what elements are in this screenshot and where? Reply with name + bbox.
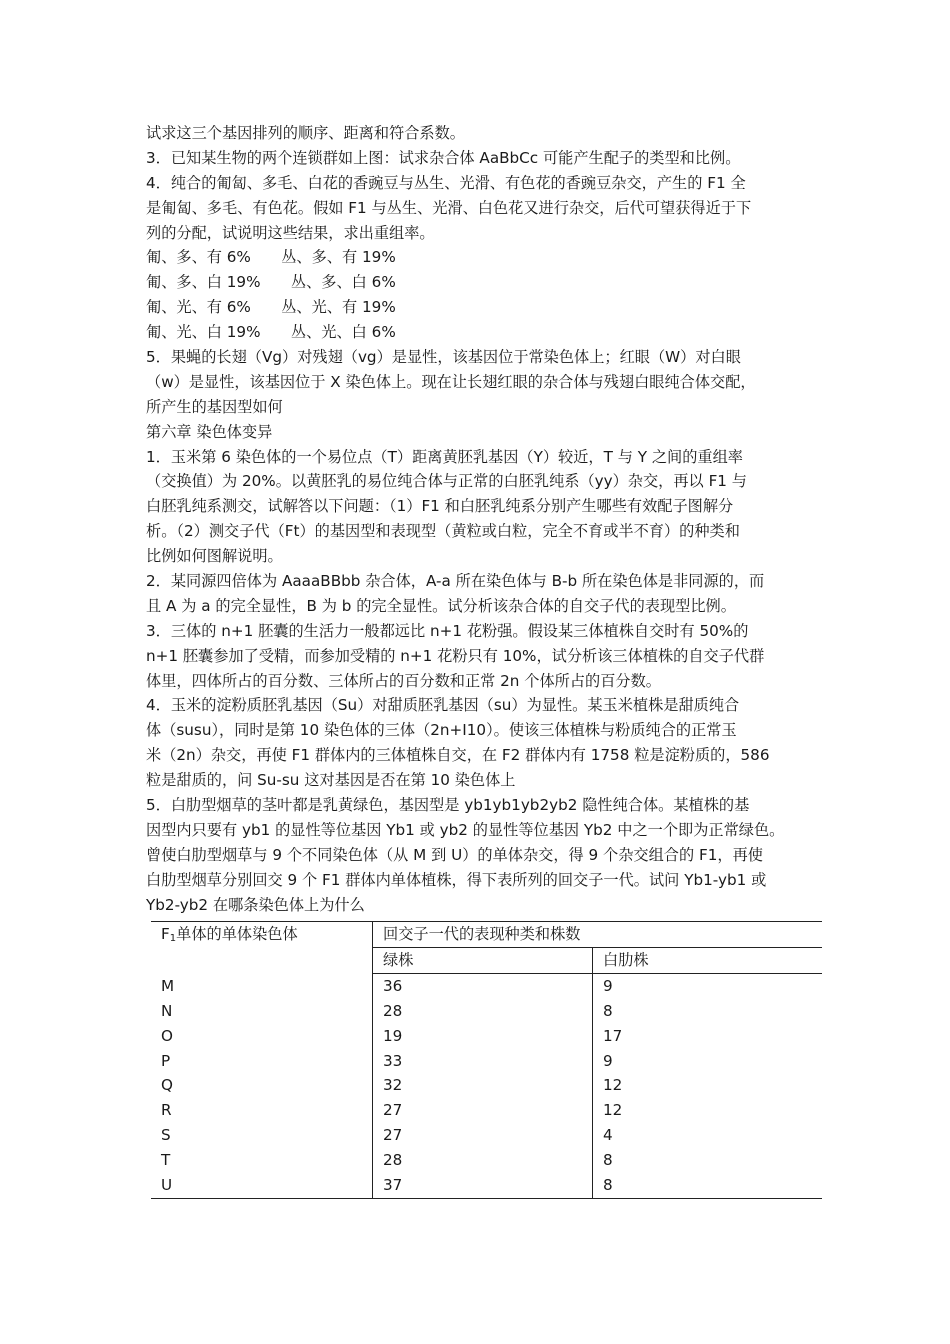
cell-white-count: 17 bbox=[593, 1024, 823, 1049]
table-row bbox=[151, 1148, 822, 1173]
header-green-plants: 绿株 bbox=[373, 947, 593, 973]
text-line: 列的分配，试说明这些结果，求出重组率。 bbox=[146, 223, 435, 242]
text-line: 因型内只要有 yb1 的显性等位基因 Yb1 或 yb2 的显性等位基因 Yb2 中之一个即为正常绿色。 bbox=[146, 820, 785, 839]
cell-white-count: 9 bbox=[593, 1049, 823, 1074]
cell-green-count: 28 bbox=[373, 999, 593, 1024]
cell-chromosome: Q bbox=[161, 1076, 173, 1095]
cell-white-count: 12 bbox=[593, 1098, 823, 1123]
cell-green-count: 28 bbox=[373, 1148, 593, 1173]
text-line: （w）是显性，该基因位于 X 染色体上。现在让长翅红眼的杂合体与残翅白眼纯合体交配， bbox=[146, 372, 756, 391]
backcross-table bbox=[151, 921, 822, 1199]
ch6-question-3: 3．三体的 n+1 胚囊的生活力一般都远比 n+1 花粉强。假设某三体植株自交时有 50%的 bbox=[146, 621, 749, 640]
cell-chromosome: T bbox=[161, 1151, 171, 1170]
chapter-heading: 第六章 染色体变异 bbox=[146, 422, 273, 441]
text-line: 曾使白肋型烟草与 9 个不同染色体（从 M 到 U）的单体杂交，得 9 个杂交组合的 F1，再使 bbox=[146, 845, 763, 864]
text-line: 试求这三个基因排列的顺序、距离和符合系数。 bbox=[146, 124, 465, 142]
table-row bbox=[151, 999, 822, 1024]
table-row bbox=[151, 1123, 822, 1148]
cell-green-count: 27 bbox=[373, 1098, 593, 1123]
cell-white-count: 9 bbox=[593, 973, 823, 998]
cell-white-count: 8 bbox=[593, 999, 823, 1024]
table-row bbox=[151, 1049, 822, 1074]
text-line: （交换值）为 20%。以黄胚乳的易位纯合体与正常的白胚乳纯系（yy）杂交，再以 F1 与 bbox=[146, 472, 747, 491]
cell-green-count: 37 bbox=[373, 1173, 593, 1198]
cell-white-count: 12 bbox=[593, 1073, 823, 1098]
text-line: 是匍匐、多毛、有色花。假如 F1 与丛生、光滑、白色花又进行杂交，后代可望获得近于下 bbox=[146, 198, 752, 217]
ch6-question-2: 2．某同源四倍体为 AaaaBBbb 杂合体，A-a 所在染色体与 B-b 所在染色体是非同源的，而 bbox=[146, 572, 765, 591]
cell-green-count: 36 bbox=[373, 973, 593, 998]
cell-chromosome: U bbox=[151, 1173, 373, 1198]
ch6-question-5: 5．白肋型烟草的茎叶都是乳黄绿色，基因型是 yb1yb1yb2yb2 隐性纯合体。某植株的基 bbox=[146, 796, 750, 815]
question-5: 5．果蝇的长翅（Vg）对残翅（vg）是显性，该基因位于常染色体上；红眼（W）对白眼 bbox=[146, 348, 741, 367]
ch6-question-4: 4．玉米的淀粉质胚乳基因（Su）对甜质胚乳基因（su）为显性。某玉米植株是甜质纯合 bbox=[146, 696, 740, 715]
cell-chromosome: P bbox=[161, 1051, 171, 1070]
question-3: 3．已知某生物的两个连锁群如上图：试求杂合体 AaBbCc 可能产生配子的类型和比例。 bbox=[146, 148, 741, 167]
text-line: 米（2n）杂交，再使 F1 群体内的三体植株自交，在 F2 群体内有 1758 粒是淀粉质的，586 bbox=[146, 746, 770, 765]
table-row bbox=[151, 1024, 822, 1049]
text-line: 体里，四体所占的百分数、三体所占的百分数和正常 2n 个体所占的百分数。 bbox=[146, 671, 661, 690]
text-line: 比例如何图解说明。 bbox=[146, 547, 283, 566]
cell-chromosome: S bbox=[161, 1126, 171, 1145]
text-line: n+1 胚囊参加了受精，而参加受精的 n+1 花粉只有 10%，试分析该三体植株的自交子代群 bbox=[146, 646, 765, 665]
cell-white-count: 4 bbox=[593, 1123, 823, 1148]
text-line: 粒是甜质的，问 Su-su 这对基因是否在第 10 染色体上 bbox=[146, 771, 516, 790]
header-backcross-group: 回交子一代的表现种类和株数 bbox=[373, 922, 823, 948]
cell-green-count: 27 bbox=[373, 1123, 593, 1148]
cell-chromosome: R bbox=[161, 1101, 172, 1120]
document-body bbox=[146, 121, 826, 918]
ch6-question-1: 1．玉米第 6 染色体的一个易位点（T）距离黄胚乳基因（Y）较近，T 与 Y 之间的重组率 bbox=[146, 447, 743, 466]
table-row bbox=[151, 1098, 822, 1123]
text-line: 析。（2）测交子代（Ft）的基因型和表现型（黄粒或白粒，完全不育或半不育）的种类和 bbox=[146, 522, 740, 541]
table-row bbox=[151, 973, 822, 998]
cell-chromosome: O bbox=[161, 1026, 173, 1045]
text-line: 所产生的基因型如何 bbox=[146, 397, 283, 416]
distribution-line: 匍、多、有 6% 丛、多、有 19% bbox=[146, 248, 396, 267]
text-line: Yb2-yb2 在哪条染色体上为什么 bbox=[146, 895, 365, 914]
cell-chromosome: M bbox=[161, 976, 175, 995]
table-row bbox=[151, 1173, 822, 1198]
cell-green-count: 32 bbox=[373, 1073, 593, 1098]
distribution-line: 匍、光、白 19% 丛、光、白 6% bbox=[146, 323, 396, 342]
header-monosome-chromosome: $F_1$单体的单体染色体 bbox=[151, 922, 373, 974]
text-line: 白肋型烟草分别回交 9 个 F1 群体内单体植株，得下表所列的回交子一代。试问 Yb1-yb1 或 bbox=[146, 870, 767, 889]
text-line: 体（susu），同时是第 10 染色体的三体（2n+I10）。使该三体植株与粉质纯合的正常玉 bbox=[146, 721, 737, 740]
cell-chromosome: N bbox=[161, 1001, 173, 1020]
cell-green-count: 19 bbox=[373, 1024, 593, 1049]
text-line: 且 A 为 a 的完全显性，B 为 b 的完全显性。试分析该杂合体的自交子代的表现型比例。 bbox=[146, 596, 736, 615]
text-line: 白胚乳纯系测交，试解答以下问题：（1）F1 和白胚乳纯系分别产生哪些有效配子图解分 bbox=[146, 497, 734, 516]
table-row bbox=[151, 1073, 822, 1098]
distribution-line: 匍、多、白 19% 丛、多、白 6% bbox=[146, 273, 396, 292]
cell-green-count: 33 bbox=[373, 1049, 593, 1074]
cell-white-count: 8 bbox=[593, 1173, 823, 1198]
cell-white-count: 8 bbox=[593, 1148, 823, 1173]
question-4: 4．纯合的匍匐、多毛、白花的香豌豆与丛生、光滑、有色花的香豌豆杂交，产生的 F1 全 bbox=[146, 173, 746, 192]
table-header-row bbox=[151, 922, 822, 948]
header-white-rib-plants: 白肋株 bbox=[593, 947, 823, 973]
distribution-line: 匍、光、有 6% 丛、光、有 19% bbox=[146, 298, 396, 317]
